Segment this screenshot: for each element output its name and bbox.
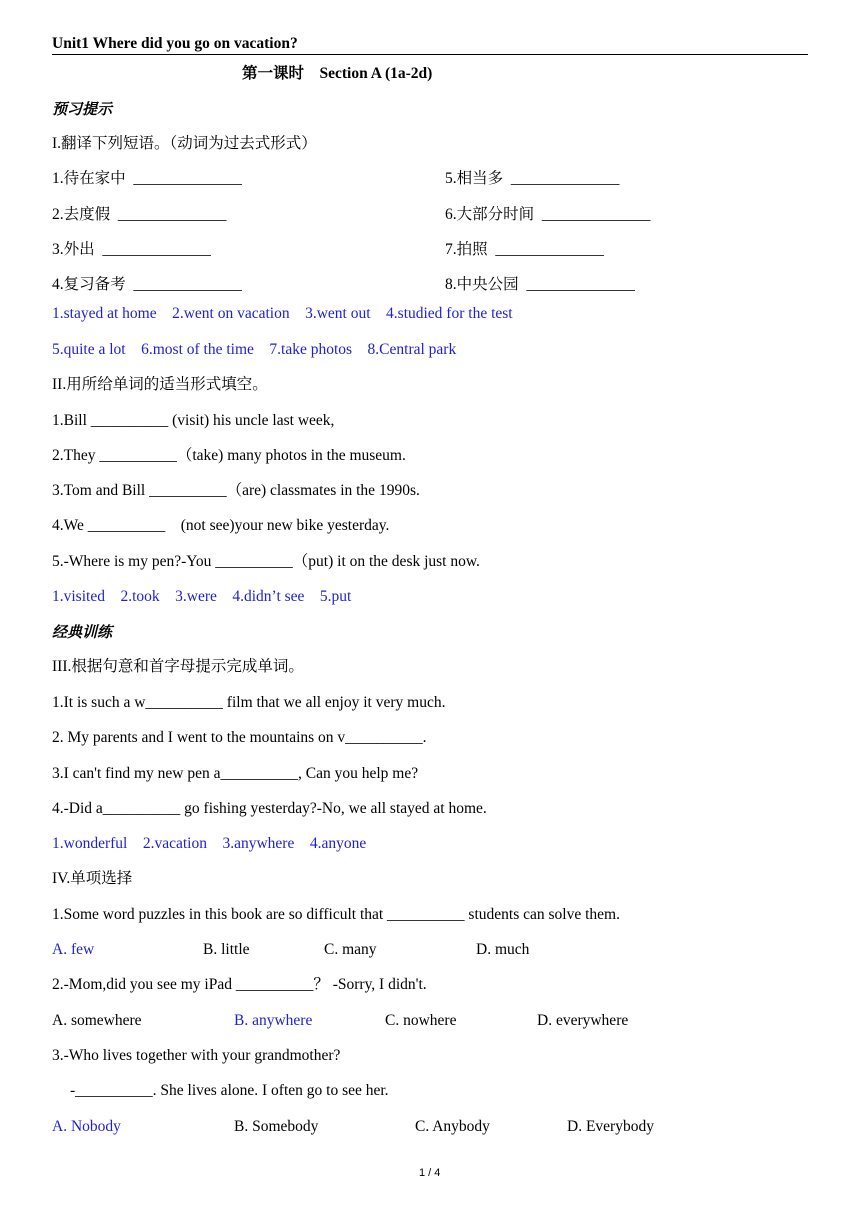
q2-option-c: C. nowhere xyxy=(385,1012,457,1029)
word-item: 2. My parents and I went to the mountains on v__________. xyxy=(52,729,427,746)
word-item: 3.I can't find my new pen a__________, Can you help me? xyxy=(52,765,419,782)
part2-title: II.用所给单词的适当形式填空。 xyxy=(52,376,268,393)
part3-answers: 1.wonderful 2.vacation 3.anywhere 4.anyone xyxy=(52,835,367,852)
header-rule xyxy=(52,54,808,55)
question-3: 3.-Who lives together with your grandmother? xyxy=(52,1047,341,1064)
page-number: 1 / 4 xyxy=(419,1167,441,1179)
part3-title: III.根据句意和首字母提示完成单词。 xyxy=(52,658,304,675)
q2-option-b: B. anywhere xyxy=(234,1012,313,1029)
fill-item: 4.We __________ (not see)your new bike yesterday. xyxy=(52,517,390,534)
question-1: 1.Some word puzzles in this book are so difficult that __________ students can solve them. xyxy=(52,906,620,923)
question-3-reply: -__________. She lives alone. I often go to see her. xyxy=(70,1082,389,1099)
phrase-item: 1.待在家中 ______________ xyxy=(52,170,242,187)
fill-item: 2.They __________（take) many photos in the museum. xyxy=(52,447,406,464)
q2-option-a: A. somewhere xyxy=(52,1012,142,1029)
phrase-item: 5.相当多 ______________ xyxy=(445,170,620,187)
lesson-title: 第一课时 Section A (1a-2d) xyxy=(242,65,433,82)
part1-answers-line2: 5.quite a lot 6.most of the time 7.take photos 8.Central park xyxy=(52,341,457,358)
q3-option-d: D. Everybody xyxy=(567,1118,654,1135)
part2-answers: 1.visited 2.took 3.were 4.didn’t see 5.put xyxy=(52,588,352,605)
word-item: 4.-Did a__________ go fishing yesterday?-No, we all stayed at home. xyxy=(52,800,487,817)
phrase-item: 2.去度假 ______________ xyxy=(52,206,227,223)
q1-option-c: C. many xyxy=(324,941,377,958)
phrase-item: 3.外出 ______________ xyxy=(52,241,211,258)
q2-option-d: D. everywhere xyxy=(537,1012,629,1029)
q1-option-d: D. much xyxy=(476,941,530,958)
question-2: 2.-Mom,did you see my iPad __________？ -Sorry, I didn't. xyxy=(52,976,427,993)
q3-option-a: A. Nobody xyxy=(52,1118,121,1135)
phrase-item: 6.大部分时间 ______________ xyxy=(445,206,651,223)
fill-item: 3.Tom and Bill __________（are) classmates in the 1990s. xyxy=(52,482,420,499)
section-heading-preview: 预习提示 xyxy=(52,100,113,118)
part1-answers-line1: 1.stayed at home 2.went on vacation 3.went out 4.studied for the test xyxy=(52,305,513,322)
q1-option-b: B. little xyxy=(203,941,250,958)
phrase-item: 4.复习备考 ______________ xyxy=(52,276,242,293)
fill-item: 5.-Where is my pen?-You __________（put) it on the desk just now. xyxy=(52,553,480,570)
word-item: 1.It is such a w__________ film that we all enjoy it very much. xyxy=(52,694,446,711)
unit-title: Unit1 Where did you go on vacation? xyxy=(52,35,298,52)
part1-title: I.翻译下列短语。（动词为过去式形式） xyxy=(52,135,317,152)
part4-title: IV.单项选择 xyxy=(52,870,133,887)
phrase-item: 8.中央公园 ______________ xyxy=(445,276,635,293)
fill-item: 1.Bill __________ (visit) his uncle last week, xyxy=(52,412,335,429)
phrase-item: 7.拍照 ______________ xyxy=(445,241,604,258)
q1-option-a: A. few xyxy=(52,941,95,958)
q3-option-c: C. Anybody xyxy=(415,1118,490,1135)
section-heading-training: 经典训练 xyxy=(52,623,113,641)
q3-option-b: B. Somebody xyxy=(234,1118,319,1135)
